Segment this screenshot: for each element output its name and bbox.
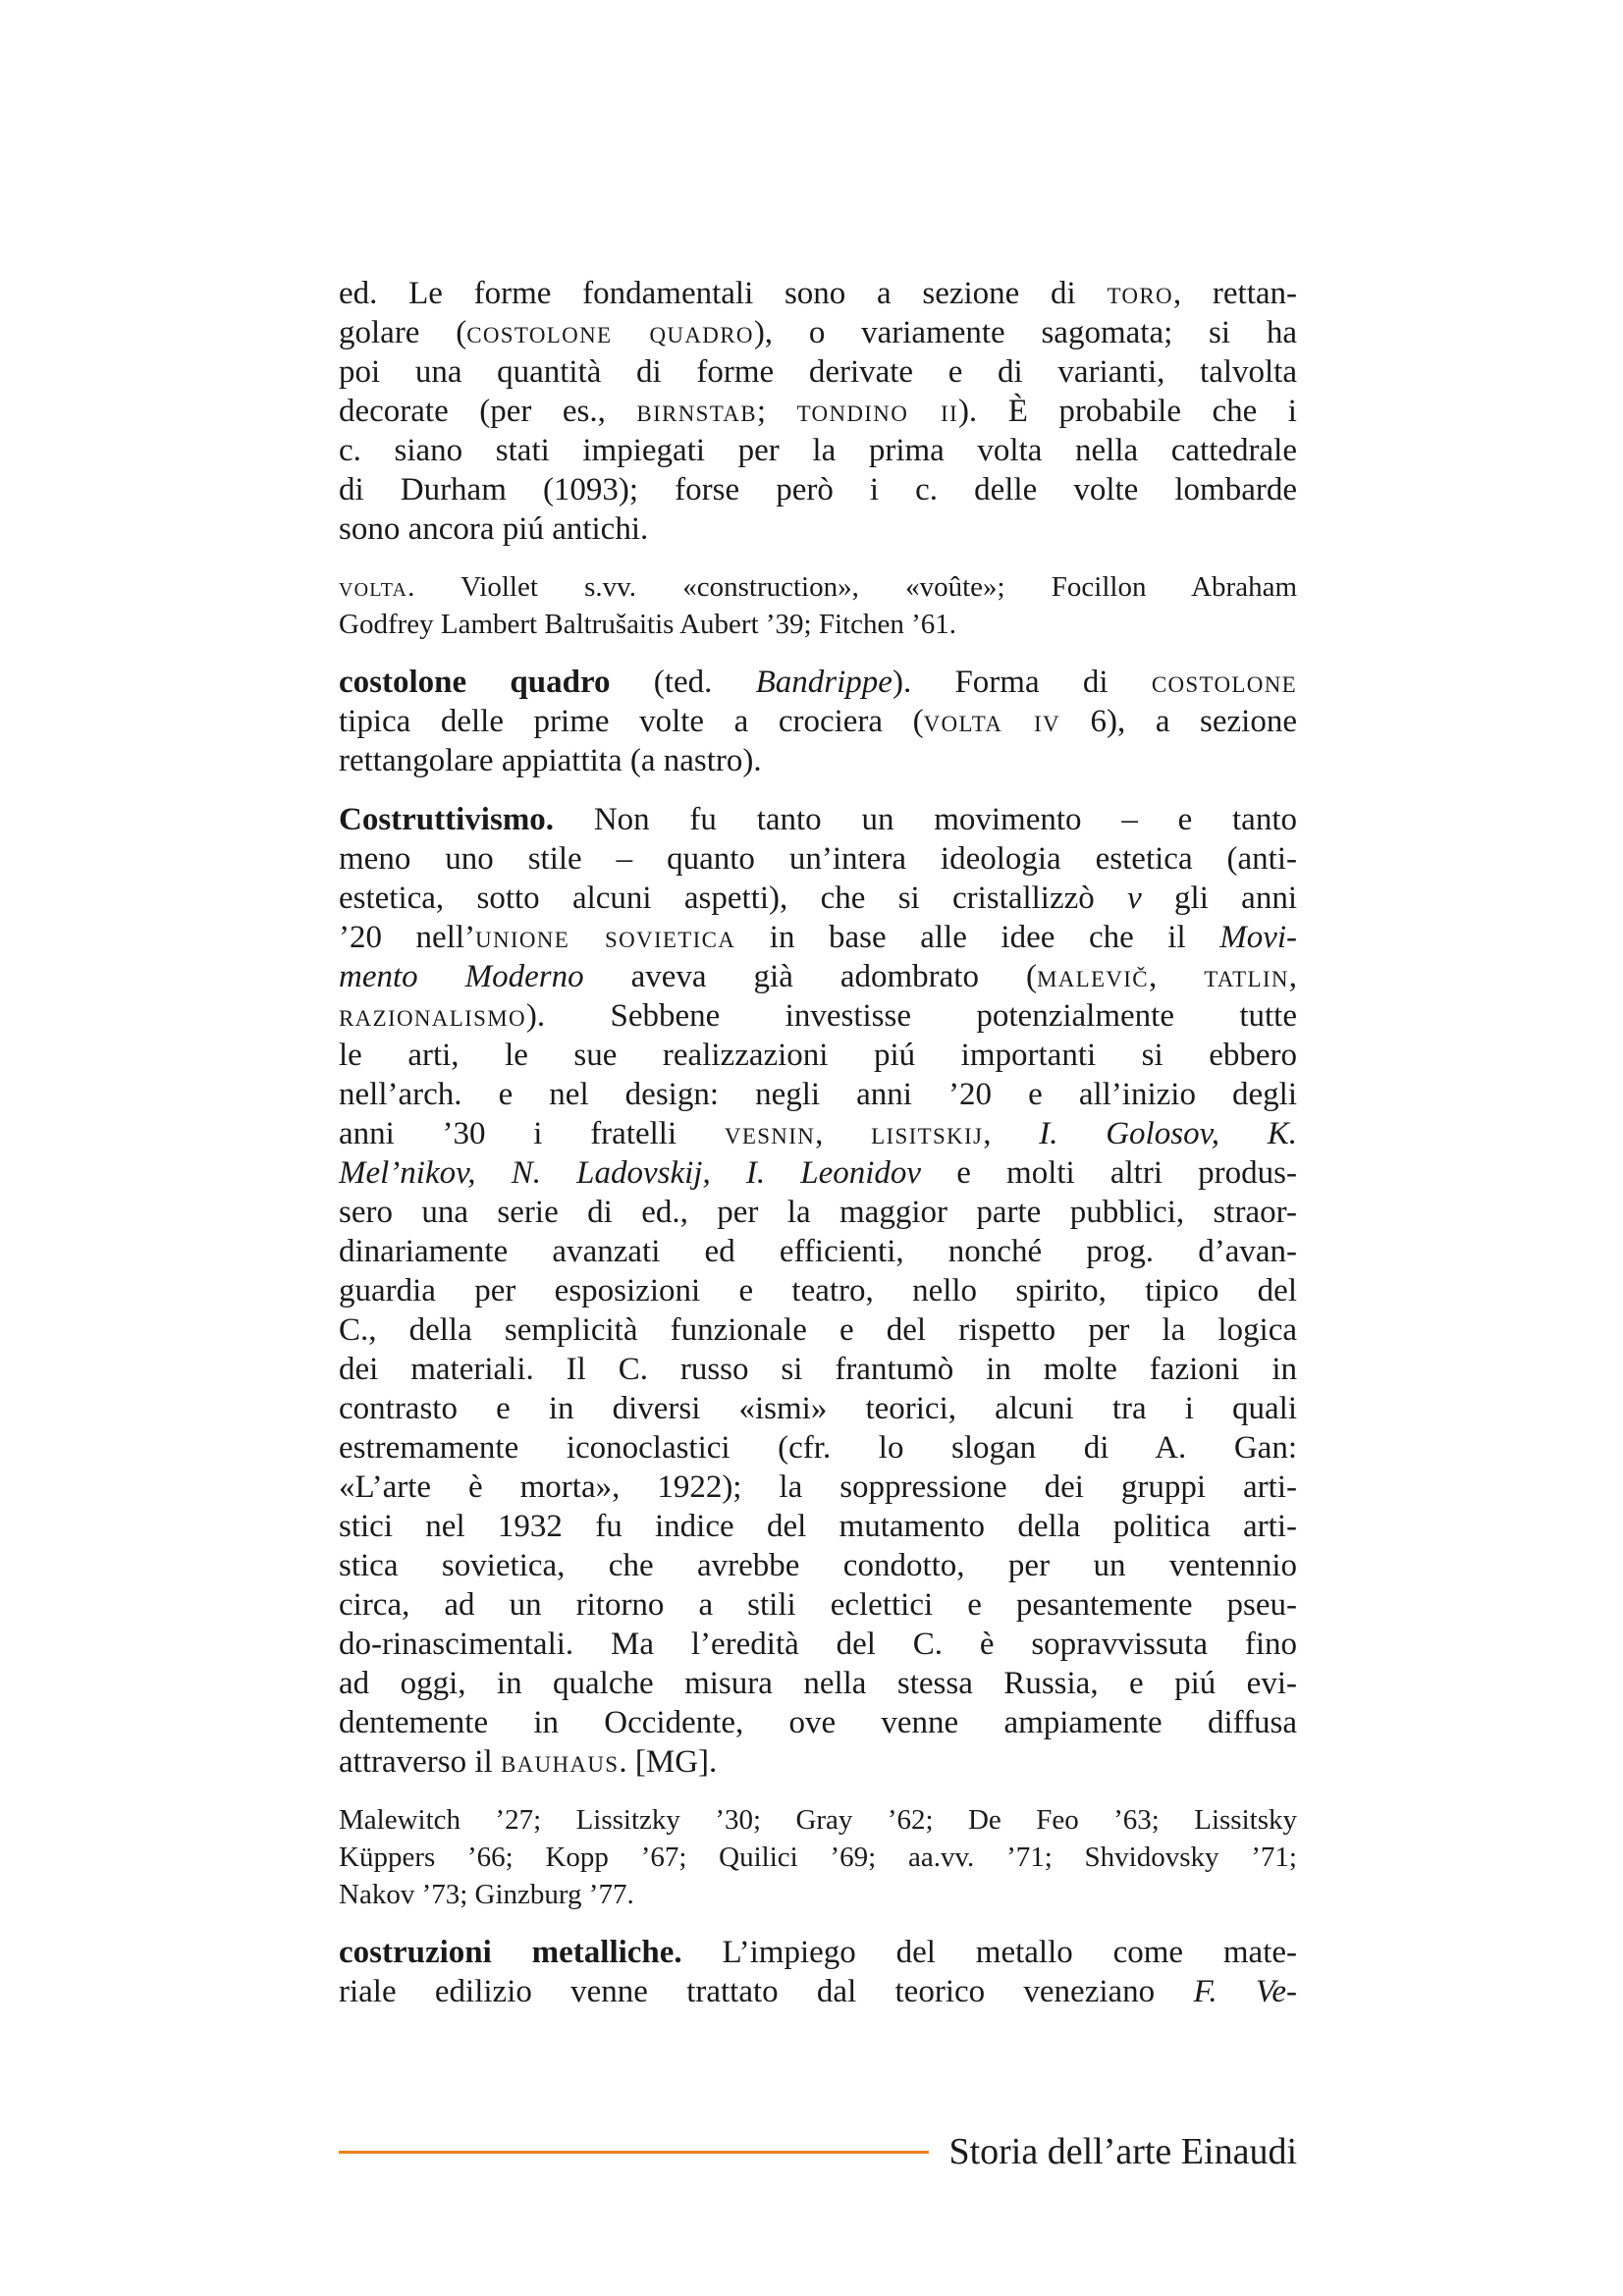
text-segment: costruzioni metalliche. xyxy=(339,1935,682,1970)
text-segment: do-rinascimentali. Ma l’eredità del C. è sopravvissuta fino xyxy=(339,1627,1297,1662)
entry-costruttivismo-line-5 xyxy=(339,957,1297,996)
biblio-costruttivismo-line-2 xyxy=(339,1839,1297,1876)
text-segment: vesnin xyxy=(724,1116,816,1151)
text-segment: di Durham (1093); forse però i c. delle volte lombarde xyxy=(339,472,1297,507)
text-segment: ). Sebbene investisse potenzialmente tutte xyxy=(525,998,1297,1034)
entry-costolone-continuation-line-2 xyxy=(339,313,1297,352)
text-segment: c. siano stati impiegati per la prima volta nella cattedrale xyxy=(339,433,1297,468)
biblio-costruttivismo-line-3 xyxy=(339,1876,1297,1913)
text-segment: , rettan- xyxy=(1172,276,1297,311)
text-segment: estremamente iconoclastici (cfr. lo slogan di A. Gan: xyxy=(339,1430,1297,1466)
text-segment: ed. Le forme fondamentali sono a sezione di xyxy=(339,276,1108,311)
text-segment: tatlin xyxy=(1204,959,1289,994)
text-segment: unione sovietica xyxy=(475,920,736,955)
entry-costruttivismo-line-11 xyxy=(339,1193,1297,1232)
text-segment: bauhaus xyxy=(500,1744,620,1780)
footer-rule xyxy=(339,2151,929,2154)
entry-costruttivismo-line-4 xyxy=(339,918,1297,957)
entry-costruttivismo-line-8 xyxy=(339,1075,1297,1114)
text-segment: estetica, sotto alcuni aspetti), che si cristallizzò xyxy=(339,881,1128,916)
text-segment: L’impiego del metallo come mate- xyxy=(681,1935,1298,1970)
text-segment: sono ancora piú antichi. xyxy=(339,511,649,547)
text-segment: in base alle idee che il xyxy=(735,920,1220,955)
entry-costruttivismo-line-17 xyxy=(339,1428,1297,1468)
entry-costruttivismo-line-13 xyxy=(339,1271,1297,1310)
text-segment: . Viollet s.vv. «construction», «voûte»; Focillon Abraham xyxy=(407,571,1297,603)
text-segment: toro xyxy=(1107,276,1173,311)
text-segment: sero una serie di ed., per la maggior parte pubblici, straor- xyxy=(339,1195,1297,1230)
entry-costolone-continuation-line-7 xyxy=(339,509,1297,549)
text-segment: stica sovietica, che avrebbe condotto, per un ventennio xyxy=(339,1548,1297,1583)
entry-costruttivismo-line-3 xyxy=(339,879,1297,918)
entry-costolone-quadro-line-1 xyxy=(339,663,1297,702)
entry-costruzioni-metalliche-line-2 xyxy=(339,1972,1297,2011)
text-segment: circa, ad un ritorno a stili eclettici e pesantemente pseu- xyxy=(339,1587,1297,1623)
text-segment: v xyxy=(1127,881,1142,916)
text-segment: golare ( xyxy=(339,315,467,350)
biblio-costruttivismo xyxy=(339,1801,1297,1913)
entry-costolone-continuation-line-1 xyxy=(339,274,1297,313)
entry-costolone-continuation-line-4 xyxy=(339,392,1297,431)
entry-costruttivismo-line-25 xyxy=(339,1742,1297,1782)
text-segment: poi una quantità di forme derivate e di varianti, talvolta xyxy=(339,354,1297,390)
text-segment: dei materiali. Il C. russo si frantumò in molte fazioni in xyxy=(339,1352,1297,1387)
text-column xyxy=(339,274,1297,2011)
text-segment: C., della semplicità funzionale e del rispetto per la logica xyxy=(339,1312,1297,1348)
text-segment: lisitskij xyxy=(871,1116,984,1151)
biblio-volta-line-2 xyxy=(339,606,1297,643)
text-segment: Godfrey Lambert Baltrušaitis Aubert ’39; Fitchen ’61. xyxy=(339,609,956,640)
text-segment: I. Golosov, K. xyxy=(1039,1116,1298,1151)
text-segment: aveva già adombrato ( xyxy=(583,959,1037,994)
text-segment: razionalismo xyxy=(339,998,526,1034)
text-segment: ’20 nell’ xyxy=(339,920,476,955)
entry-costruttivismo xyxy=(339,800,1297,1782)
text-segment: . [MG]. xyxy=(619,1744,718,1780)
text-segment: Küppers ’66; Kopp ’67; Quilici ’69; aa.vv. ’71; Shvidovsky ’71; xyxy=(339,1842,1297,1873)
entry-costruttivismo-line-7 xyxy=(339,1036,1297,1075)
text-segment: costolone xyxy=(1151,665,1297,700)
entry-costruttivismo-line-1 xyxy=(339,800,1297,839)
text-segment: ad oggi, in qualche misura nella stessa Russia, e piú evi- xyxy=(339,1666,1297,1701)
text-segment: decorate (per es., xyxy=(339,394,637,429)
entry-costruttivismo-line-23 xyxy=(339,1664,1297,1703)
text-segment: mento Moderno xyxy=(339,959,584,994)
text-segment: contrasto e in diversi «ismi» teorici, alcuni tra i quali xyxy=(339,1391,1297,1426)
text-segment: meno uno stile – quanto un’intera ideologia estetica (anti- xyxy=(339,841,1297,877)
text-segment: , xyxy=(815,1116,872,1151)
text-segment: malevič xyxy=(1036,959,1149,994)
entry-costruttivismo-line-18 xyxy=(339,1468,1297,1507)
text-segment: gli anni xyxy=(1141,881,1297,916)
text-segment: e molti altri produs- xyxy=(921,1155,1297,1191)
text-segment: guardia per esposizioni e teatro, nello spirito, tipico del xyxy=(339,1273,1297,1308)
biblio-volta xyxy=(339,568,1297,643)
imprint-text: Storia dell’arte Einaudi xyxy=(948,2131,1297,2172)
text-segment: Movi- xyxy=(1219,920,1298,955)
text-segment: Nakov ’73; Ginzburg ’77. xyxy=(339,1879,634,1910)
text-segment: anni ’30 i fratelli xyxy=(339,1116,725,1151)
entry-costolone-continuation-line-3 xyxy=(339,352,1297,392)
text-segment: volta iv xyxy=(923,704,1060,739)
text-segment: Costruttivismo. xyxy=(339,802,555,837)
text-segment: tipica delle prime volte a crociera ( xyxy=(339,704,924,739)
text-segment: birnstab xyxy=(636,394,757,429)
entry-costruttivismo-line-10 xyxy=(339,1153,1297,1193)
text-segment: , xyxy=(983,1116,1040,1151)
text-segment: ; xyxy=(756,394,797,429)
text-segment: stici nel 1932 fu indice del mutamento della politica arti- xyxy=(339,1509,1297,1544)
entry-costruttivismo-line-21 xyxy=(339,1585,1297,1625)
entry-costolone-quadro-line-2 xyxy=(339,702,1297,741)
text-segment: dinariamente avanzati ed efficienti, nonché prog. d’avan- xyxy=(339,1234,1297,1269)
entry-costruttivismo-line-22 xyxy=(339,1625,1297,1664)
entry-costruttivismo-line-12 xyxy=(339,1232,1297,1271)
biblio-costruttivismo-line-1 xyxy=(339,1801,1297,1839)
text-segment: ), o variamente sagomata; si ha xyxy=(753,315,1297,350)
text-segment: , xyxy=(1148,959,1205,994)
text-segment: nell’arch. e nel design: negli anni ’20 e all’inizio degli xyxy=(339,1077,1297,1112)
entry-costolone-quadro xyxy=(339,663,1297,780)
text-segment: riale edilizio venne trattato dal teorico veneziano xyxy=(339,1974,1194,2009)
text-segment: costolone quadro xyxy=(339,665,611,700)
text-segment: ). Forma di xyxy=(892,665,1152,700)
text-segment: Malewitch ’27; Lissitzky ’30; Gray ’62; De Feo ’63; Lissitsky xyxy=(339,1804,1297,1836)
entry-costruttivismo-line-14 xyxy=(339,1310,1297,1350)
entry-costruttivismo-line-19 xyxy=(339,1507,1297,1546)
entry-costruttivismo-line-16 xyxy=(339,1389,1297,1428)
text-segment: , xyxy=(1288,959,1297,994)
entry-costruttivismo-line-20 xyxy=(339,1546,1297,1585)
footer xyxy=(339,2126,1297,2177)
text-segment: (ted. xyxy=(610,665,756,700)
text-segment: ). È probabile che i xyxy=(957,394,1297,429)
text-segment: le arti, le sue realizzazioni piú importanti si ebbero xyxy=(339,1038,1297,1073)
text-segment: attraverso il xyxy=(339,1744,501,1780)
entry-costolone-continuation-line-6 xyxy=(339,470,1297,509)
entry-costruttivismo-line-6 xyxy=(339,996,1297,1036)
text-segment: F. Ve- xyxy=(1193,1974,1297,2009)
text-segment: dentemente in Occidente, ove venne ampiamente diffusa xyxy=(339,1705,1297,1740)
entry-costolone-quadro-line-3 xyxy=(339,741,1297,780)
text-segment: «L’arte è morta», 1922); la soppressione dei gruppi arti- xyxy=(339,1469,1297,1505)
entry-costruttivismo-line-2 xyxy=(339,839,1297,879)
text-segment: tondino ii xyxy=(796,394,958,429)
text-segment: Mel’nikov, N. Ladovskij, I. Leonidov xyxy=(339,1155,922,1191)
entry-costruzioni-metalliche xyxy=(339,1933,1297,2011)
entry-costruttivismo-line-15 xyxy=(339,1350,1297,1389)
entry-costolone-continuation-line-5 xyxy=(339,431,1297,470)
entry-costruttivismo-line-9 xyxy=(339,1114,1297,1153)
biblio-volta-line-1 xyxy=(339,568,1297,606)
entry-costruttivismo-line-24 xyxy=(339,1703,1297,1742)
text-segment: Bandrippe xyxy=(755,665,893,700)
entry-costolone-continuation xyxy=(339,274,1297,549)
text-segment: costolone quadro xyxy=(466,315,754,350)
entry-costruzioni-metalliche-line-1 xyxy=(339,1933,1297,1972)
text-segment: rettangolare appiattita (a nastro). xyxy=(339,743,762,778)
text-segment: Non fu tanto un movimento – e tanto xyxy=(554,802,1297,837)
text-segment: volta xyxy=(339,571,408,603)
text-segment: 6), a sezione xyxy=(1059,704,1297,739)
